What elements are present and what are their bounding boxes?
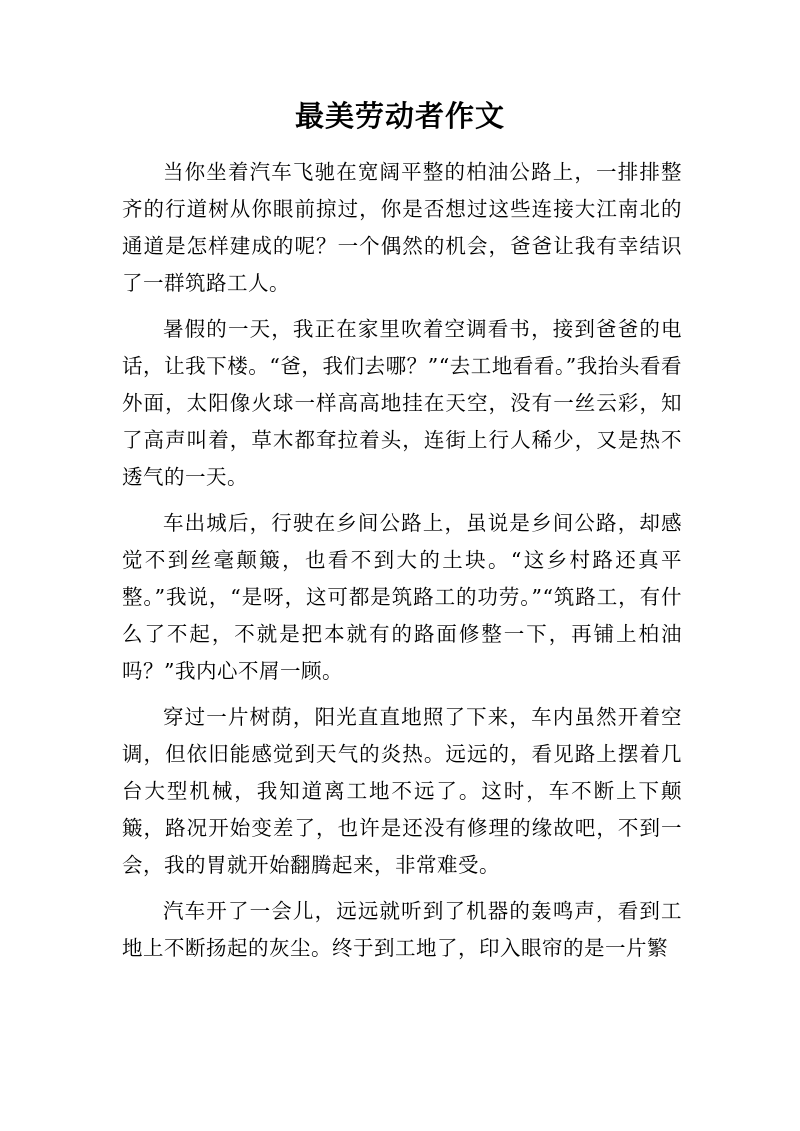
paragraph: 当你坐着汽车飞驰在宽阔平整的柏油公路上，一排排整齐的行道树从你眼前掠过，你是否想过这些连接大江南北的通道是怎样建成的呢？一个偶然的机会，爸爸让我有幸结识了一群筑路工人。 xyxy=(122,160,682,295)
paragraph: 汽车开了一会儿，远远就听到了机器的轰鸣声，看到工地上不断扬起的灰尘。终于到工地了，印入眼帘的是一片繁 xyxy=(122,899,682,960)
document-body xyxy=(122,154,682,976)
document-title: 最美劳动者作文 xyxy=(294,99,505,133)
paragraph: 车出城后，行驶在乡间公路上，虽说是乡间公路，却感觉不到丝毫颠簸，也看不到大的土块。“这乡村路还真平整。”我说，“是呀，这可都是筑路工的功劳。”“筑路工，有什么了不起，不就是把本就有的路面修整一下，再铺上柏油吗？”我内心不屑一顾。 xyxy=(122,511,682,683)
paragraph: 暑假的一天，我正在家里吹着空调看书，接到爸爸的电话，让我下楼。“爸，我们去哪？”“去工地看看。”我抬头看看外面，太阳像火球一样高高地挂在天空，没有一丝云彩，知了高声叫着，草木都耷拉着头，连街上行人稀少，又是热不透气的一天。 xyxy=(122,317,682,489)
paragraph: 穿过一片树荫，阳光直直地照了下来，车内虽然开着空调，但依旧能感觉到天气的炎热。远远的，看见路上摆着几台大型机械，我知道离工地不远了。这时，车不断上下颠簸，路况开始变差了，也许是还没有修理的缘故吧，不到一会，我的胃就开始翻腾起来，非常难受。 xyxy=(122,705,682,877)
